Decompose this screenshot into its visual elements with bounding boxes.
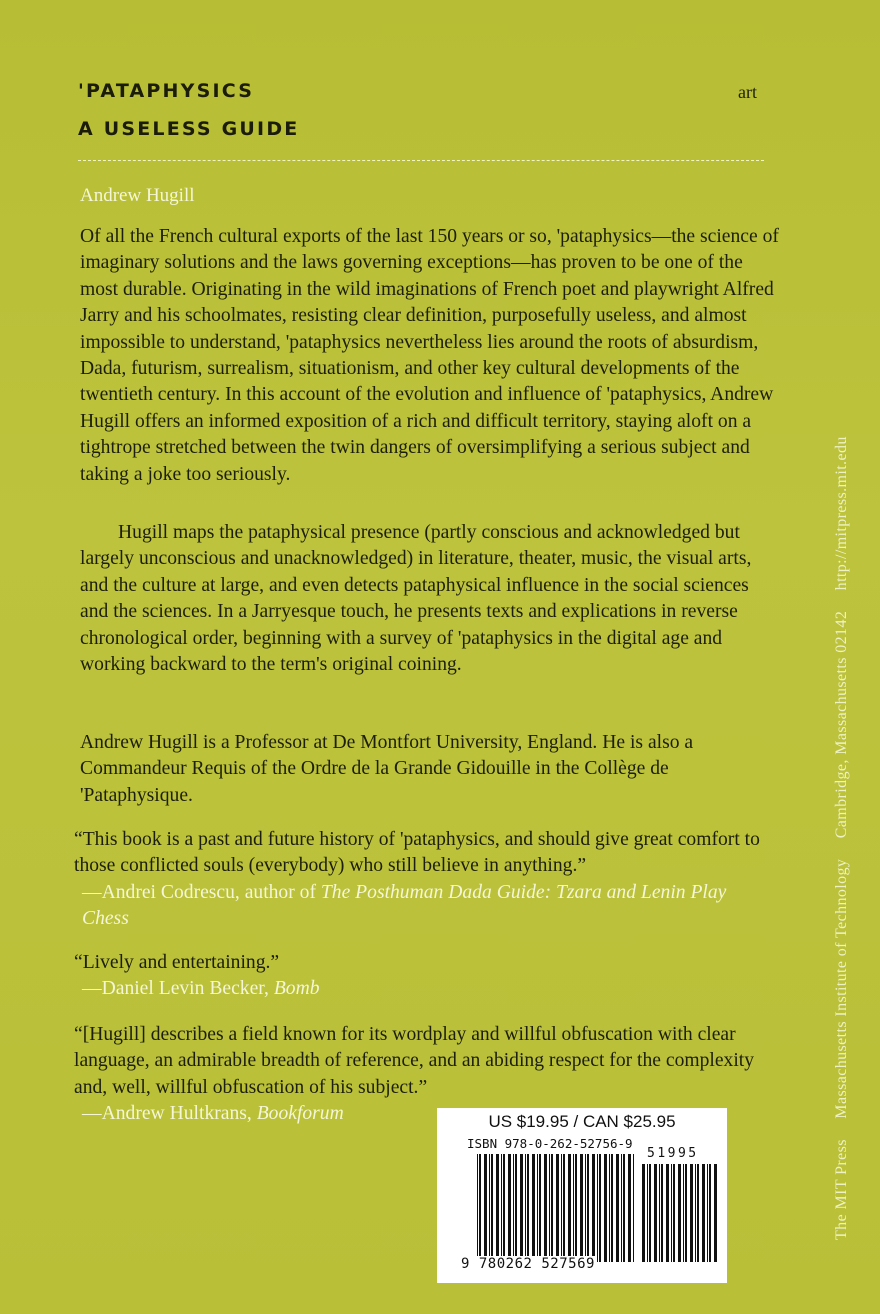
author-bio <box>80 730 770 809</box>
quote-attribution <box>74 976 674 1002</box>
barcode-bar <box>479 1154 481 1262</box>
barcode-bar <box>537 1154 538 1262</box>
barcode-bar <box>539 1154 541 1262</box>
barcode-bar <box>575 1154 577 1262</box>
barcode-bar <box>527 1154 529 1262</box>
quote-source: The Posthuman Dada Guide: Tzara and Lenin Play Chess <box>82 881 727 930</box>
barcode-bar <box>563 1154 565 1262</box>
barcode-bar <box>592 1154 595 1262</box>
quote-author: —Daniel Levin Becker, <box>82 978 274 1000</box>
barcode-bar <box>477 1154 478 1262</box>
barcode-bar <box>520 1154 523 1262</box>
barcode-bar <box>707 1164 708 1262</box>
barcode-bar <box>666 1164 669 1262</box>
barcode-bar <box>695 1164 696 1262</box>
barcode-bar <box>491 1154 493 1262</box>
barcode-bar <box>609 1154 610 1262</box>
barcode-bar <box>611 1154 613 1262</box>
barcode-bar <box>633 1154 634 1262</box>
ean-digits: 9 780262 527569 <box>461 1256 595 1272</box>
barcode-bar <box>616 1154 619 1262</box>
publisher-address: Cambridge, Massachusetts 02142 <box>833 610 850 839</box>
description-paragraph-1 <box>80 224 780 488</box>
quote-text: “Lively and entertaining.” <box>74 952 280 973</box>
barcode-bar <box>671 1164 672 1262</box>
publisher-institution: Massachusetts Institute of Technology <box>833 858 850 1119</box>
paragraph-text: Hugill maps the pataphysical presence (partly conscious and acknowledged but largely unconscious and unacknowledged) in literature, theater, music, the visual arts, and the culture at large, and even detects pataphysical influence in the social sciences and the sciences. In a Jarryesque touch, he presents texts and explications in reverse chronological order, beginning with a survey of 'pataphysics in the digital age and working backward to the term's original coining. <box>80 522 752 676</box>
barcode-bar <box>597 1154 598 1262</box>
barcode-bar <box>551 1154 553 1262</box>
quote-author: —Andrew Hultkrans, <box>82 1103 257 1125</box>
barcode-bar <box>649 1164 651 1262</box>
barcode-bar <box>544 1154 547 1262</box>
barcode-bar <box>628 1154 631 1262</box>
barcode-bar <box>568 1154 571 1262</box>
paragraph-text: Of all the French cultural exports of the last 150 years or so, 'pataphysics—the science of imaginary solutions and the laws governing exceptions—has proven to be one of the most durable. Originating in the wild imaginations of French poet and playwright Alfred Jarry and his schoolmates, resisting clear definition, purposefully useless, and almost impossible to understand, 'pataphysics nevertheless lies around the roots of absurdism, Dada, futurism, surrealism, situationism, and other key cultural developments of the twentieth century. In this account of the evolution and influence of 'pataphysics, Andrew Hugill offers an informed exposition of a rich and difficult territory, staying aloft on a tightrope stretched between the twin dangers of oversimplifying a serious subject and taking a joke too seriously. <box>80 226 779 485</box>
barcode-bar <box>561 1154 562 1262</box>
barcode-bar <box>587 1154 589 1262</box>
description-paragraph-2 <box>80 520 760 678</box>
barcode-bar <box>690 1164 693 1262</box>
barcode-bar <box>661 1164 663 1262</box>
barcode-bar <box>515 1154 517 1262</box>
barcode-bar <box>683 1164 684 1262</box>
book-subtitle: A USELESS GUIDE <box>78 118 300 140</box>
barcode-bar <box>549 1154 550 1262</box>
publisher-imprint <box>833 420 851 1240</box>
barcode-bar <box>532 1154 535 1262</box>
barcode-bar <box>673 1164 675 1262</box>
barcode-bar <box>525 1154 526 1262</box>
isbn-text: ISBN 978-0-262-52756-9 <box>467 1136 633 1151</box>
quote-source: Bookforum <box>256 1103 344 1125</box>
quote-source: Bomb <box>273 978 320 1000</box>
barcode-bar <box>647 1164 648 1262</box>
barcode-bar <box>573 1154 574 1262</box>
quote-author: —Andrei Codrescu, author of <box>82 881 321 903</box>
barcode-bar <box>623 1154 625 1262</box>
barcode-bar <box>685 1164 687 1262</box>
dashed-divider <box>78 160 764 161</box>
bio-text: Andrew Hugill is a Professor at De Montfort University, England. He is also a Commandeur Requis of the Ordre de la Grande Gidouille in the Collège de 'Pataphysique. <box>80 732 694 806</box>
barcode-bar <box>585 1154 586 1262</box>
publisher-name: The MIT Press <box>833 1139 850 1240</box>
quote-attribution <box>74 880 774 933</box>
barcode-bar <box>697 1164 699 1262</box>
book-title: 'PATAPHYSICS <box>78 80 255 102</box>
barcode-bar <box>503 1154 505 1262</box>
barcode-label <box>437 1108 727 1283</box>
barcode-bar <box>642 1164 645 1262</box>
barcode-bar <box>508 1154 511 1262</box>
barcode-bar <box>709 1164 711 1262</box>
barcode-bar <box>513 1154 514 1262</box>
barcode-bar <box>714 1164 717 1262</box>
category-label: art <box>738 82 757 102</box>
barcode-bar <box>621 1154 622 1262</box>
publisher-url: http://mitpress.mit.edu <box>833 436 850 591</box>
barcode-bar <box>484 1154 487 1262</box>
barcode-bar <box>702 1164 705 1262</box>
blurb-quote <box>74 950 674 1003</box>
barcode-bar <box>489 1154 490 1262</box>
price-text: US $19.95 / CAN $25.95 <box>488 1112 676 1131</box>
addon-digits: 51995 <box>647 1146 699 1161</box>
barcode-bar <box>654 1164 657 1262</box>
quote-text: “[Hugill] describes a field known for its wordplay and willful obfuscation with clear language, an admirable breadth of reference, and an abiding respect for the complexity and, well, willful obfuscation of his subject.” <box>74 1024 755 1098</box>
barcode-bar <box>580 1154 583 1262</box>
barcode-bar <box>659 1164 660 1262</box>
barcode-bar <box>556 1154 559 1262</box>
barcode-bar <box>604 1154 607 1262</box>
barcode-bar <box>496 1154 499 1262</box>
blurb-quote <box>74 827 774 933</box>
quote-text: “This book is a past and future history of 'pataphysics, and should give great comfort to those conflicted souls (everybody) who still believe in anything.” <box>74 829 760 877</box>
barcode-bar <box>678 1164 681 1262</box>
barcode-bar <box>599 1154 601 1262</box>
author-heading: Andrew Hugill <box>80 185 195 206</box>
barcode-bar <box>501 1154 502 1262</box>
